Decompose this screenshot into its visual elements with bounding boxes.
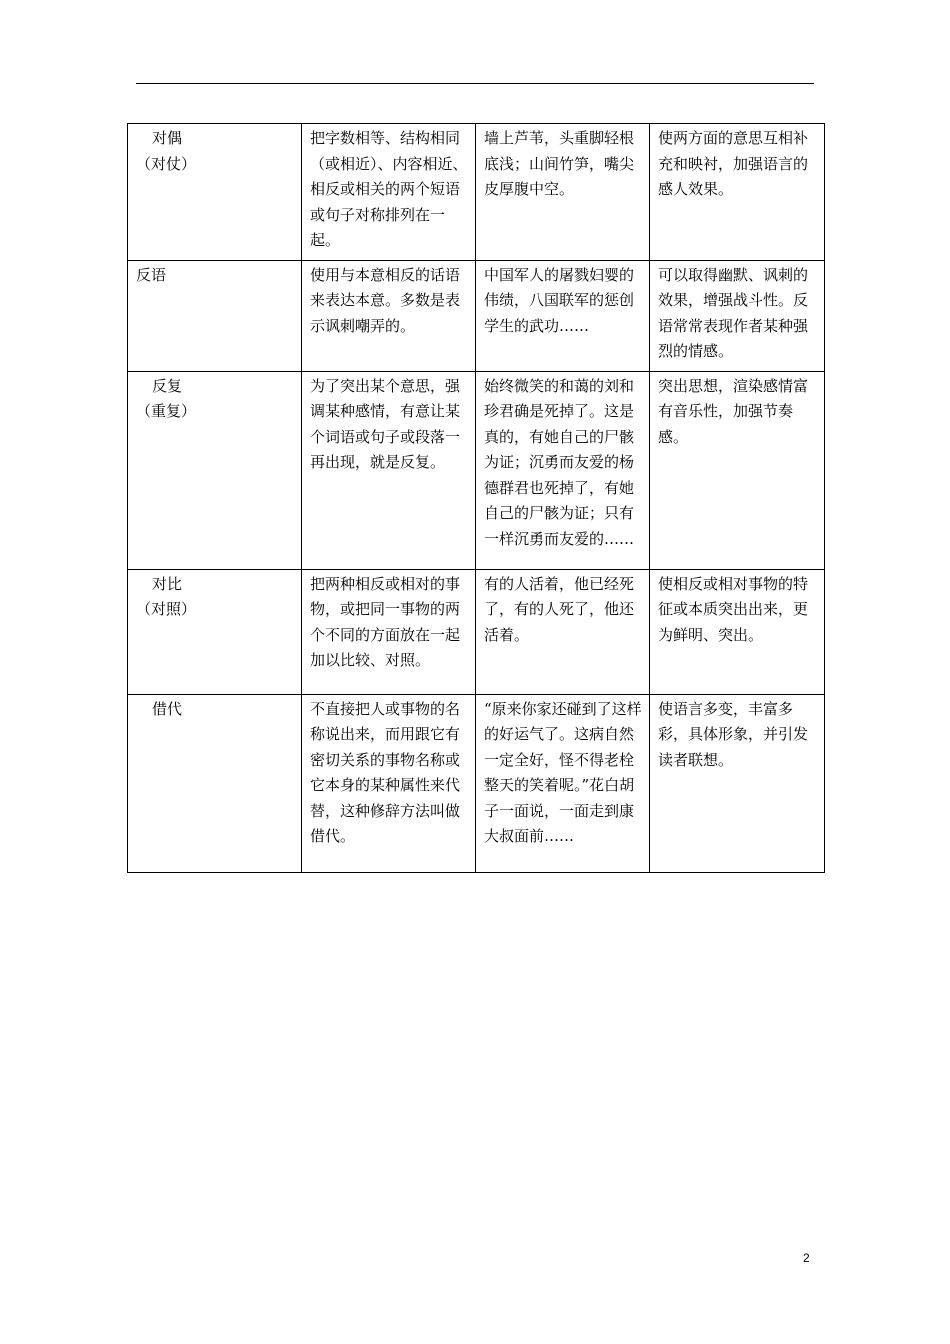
table-row: [128, 371, 825, 569]
effect-cell: 突出思想，渲染感情富有音乐性，加强节奏感。: [650, 371, 825, 569]
effect-cell: 使相反或相对事物的特征或本质突出出来，更为鲜明、突出。: [650, 569, 825, 694]
term-name: 反复: [152, 376, 183, 395]
term-alias: （对仗）: [136, 154, 197, 173]
term-name: 借代: [152, 699, 183, 718]
term-name: 反语: [136, 265, 167, 284]
example-cell: “原来你家还碰到了这样的好运气了。这病自然一定全好，怪不得老栓整天的笑着呢。”花白胡子一面说，一面走到康大叔面前……: [476, 694, 650, 872]
effect-cell: 使语言多变，丰富多彩，具体形象，并引发读者联想。: [650, 694, 825, 872]
example-cell: 墙上芦苇，头重脚轻根底浅；山间竹笋，嘴尖皮厚腹中空。: [476, 124, 650, 261]
example-cell: 始终微笑的和蔼的刘和珍君确是死掉了。这是真的，有她自己的尸骸为证；沉勇而友爱的杨德群君也死掉了，有她自己的尸骸为证；只有一样沉勇而友爱的……: [476, 371, 650, 569]
table-row: [128, 124, 825, 261]
rhetoric-devices-table: [127, 123, 825, 873]
term-cell: [128, 124, 302, 261]
term-cell: [128, 260, 302, 371]
term-cell: [128, 371, 302, 569]
definition-cell: 把两种相反或相对的事物，或把同一事物的两个不同的方面放在一起加以比较、对照。: [302, 569, 476, 694]
definition-cell: 把字数相等、结构相同（或相近）、内容相近、相反或相关的两个短语或句子对称排列在一起。: [302, 124, 476, 261]
example-cell: 中国军人的屠戮妇婴的伟绩，八国联军的惩创学生的武功……: [476, 260, 650, 371]
table-row: [128, 569, 825, 694]
table-row: [128, 260, 825, 371]
term-cell: [128, 569, 302, 694]
term-cell: [128, 694, 302, 872]
term-name: 对比: [152, 574, 183, 593]
term-alias: （重复）: [136, 402, 197, 420]
definition-cell: 使用与本意相反的话语来表达本意。多数是表示讽刺嘲弄的。: [302, 260, 476, 371]
header-rule: [136, 83, 814, 84]
example-cell: 有的人活着，他已经死了，有的人死了，他还活着。: [476, 569, 650, 694]
page-number: 2: [803, 1251, 810, 1265]
definition-cell: 不直接把人或事物的名称说出来，而用跟它有密切关系的事物名称或它本身的某种属性来代替，这种修辞方法叫做借代。: [302, 694, 476, 872]
effect-cell: 使两方面的意思互相补充和映衬，加强语言的感人效果。: [650, 124, 825, 261]
term-alias: （对照）: [136, 600, 197, 618]
effect-cell: 可以取得幽默、讽刺的效果，增强战斗性。反语常常表现作者某种强烈的情感。: [650, 260, 825, 371]
table-row: [128, 694, 825, 872]
definition-cell: 为了突出某个意思，强调某种感情，有意让某个词语或句子或段落一再出现，就是反复。: [302, 371, 476, 569]
term-name: 对偶: [152, 129, 183, 147]
